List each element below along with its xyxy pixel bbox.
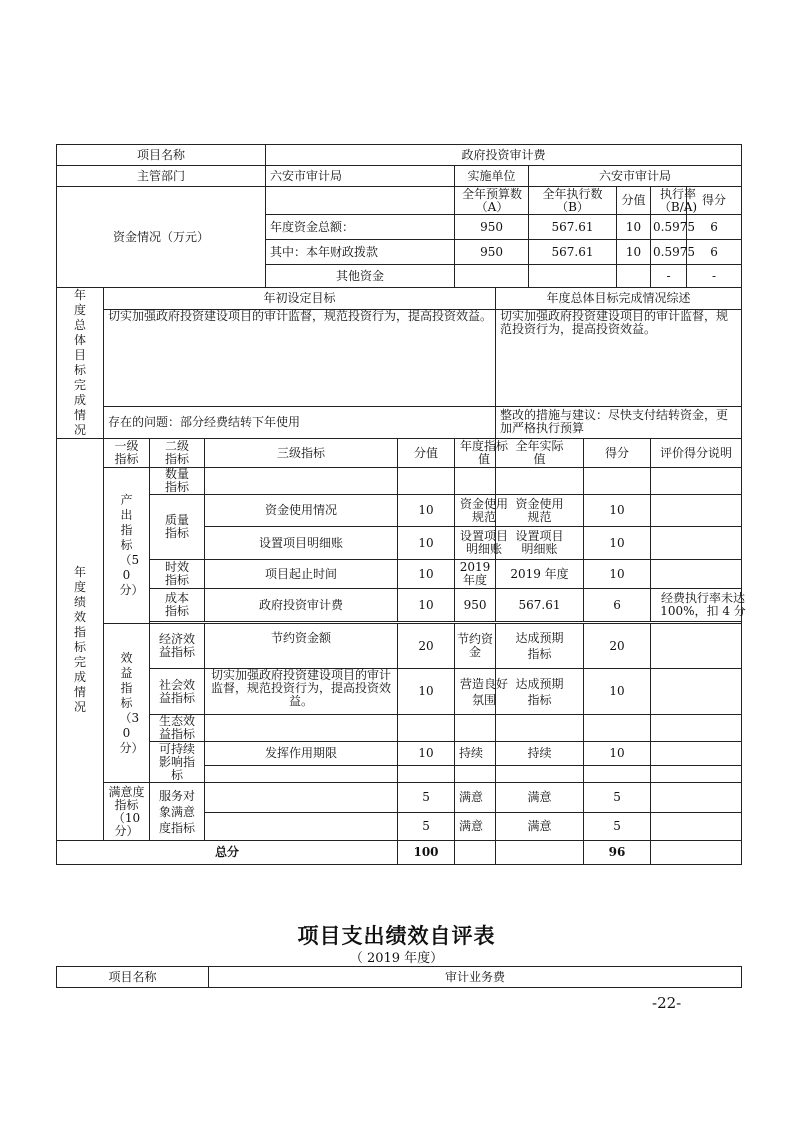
sustainable-label: 可持续影响指标 [150,742,205,783]
note-header: 评价得分说明 [651,439,742,468]
fix-text: 整改的措施与建议：尽快支付结转资金，更加严格执行预算 [496,406,742,438]
target-header: 年度指标值 [455,439,496,468]
score-header: 得分 [687,187,742,215]
satisfaction-label: 满意度指标（10分） [104,783,150,841]
service-label: 服务对象满意度指标 [150,783,205,841]
funds-row: 其他资金 - - [57,265,742,288]
total-label: 总分 [57,841,398,865]
l1-header: 一级指标 [104,439,150,468]
impl-value: 六安市审计局 [529,166,742,187]
next-table [56,966,742,988]
funds-row: 其中：本年财政拨款 950 567.61 10 0.5975 6 [57,240,742,265]
benefit-label: 效益指标（30分） [104,624,150,783]
next-project-name-label: 项目名称 [57,967,209,988]
actual-header: 全年实际值 [496,439,584,468]
output-label: 产出指标（50分） [104,468,150,624]
table-row: 设置项目明细账 10 设置项目明细账 设置项目明细账 10 [57,527,742,560]
funds-row: 年度资金总额： 950 567.61 10 0.5975 6 [57,215,742,240]
goals-label: 年度总体目标完成情况 [57,288,104,439]
performance-table [56,144,746,865]
cost-label: 成本指标 [150,589,205,622]
economic-label: 经济效益指标 [150,624,205,669]
next-project-name-value: 审计业务费 [209,967,742,988]
l3-header: 三级指标 [205,439,398,468]
problem-text: 存在的问题：部分经费结转下年使用 [104,406,496,438]
quantity-label: 数量指标 [150,468,205,495]
indicator-score-value-header: 分值 [398,439,455,468]
score-value-header: 分值 [617,187,651,215]
total-value: 100 [398,841,455,865]
table-row: 满意度指标（10分） 服务对象满意度指标 5 满意 满意 5 [57,783,742,813]
table-row: 时效指标 项目起止时间 10 2019 年度 2019 年度 10 [57,560,742,589]
funds-label: 资金情况（万元） [57,187,266,288]
initial-goal-text: 切实加强政府投资建设项目的审计监督，规范投资行为，提高投资效益。 [104,309,496,406]
table-row: 成本指标 政府投资审计费 10 950 567.61 6 经费执行率未达 100%，扣 4 分 [57,589,742,622]
budget-header: 全年预算数（A） [455,187,529,215]
ecological-label: 生态效益指标 [150,715,205,742]
total-score: 96 [584,841,651,865]
table-row: 可持续影响指标 发挥作用期限 10 持续 持续 10 [57,742,742,766]
summary-header: 年度总体目标完成情况综述 [496,288,742,310]
next-table-title: 项目支出绩效自评表 [297,924,496,948]
table-row: 社会效益指标 切实加强政府投资建设项目的审计监督，规范投资行为，提高投资效益。 10 营造良好氛围 达成预期指标 10 [57,669,742,715]
project-name-label: 项目名称 [57,145,266,166]
page-number: -22- [652,994,682,1012]
quality-label: 质量指标 [150,495,205,560]
indicators-label: 年度绩效指标完成情况 [57,439,104,841]
dept-value: 六安市审计局 [266,166,455,187]
l2-header: 二级指标 [150,439,205,468]
exec-header: 全年执行数（B） [529,187,617,215]
next-table-year: （ 2019 年度） [349,951,444,966]
project-name-value: 政府投资审计费 [266,145,742,166]
summary-text: 切实加强政府投资建设项目的审计监督，规范投资行为，提高投资效益。 [496,309,742,406]
social-label: 社会效益指标 [150,669,205,715]
initial-goal-header: 年初设定目标 [104,288,496,310]
table-row: 质量指标 资金使用情况 10 资金使用规范 资金使用规范 10 [57,495,742,527]
impl-label: 实施单位 [455,166,529,187]
timeliness-label: 时效指标 [150,560,205,589]
table-row: 效益指标（30分） 经济效益指标 节约资金额 20 节约资金 达成预期指标 20 [57,624,742,669]
indicator-score-header: 得分 [584,439,651,468]
table-row: 5 满意 满意 5 [57,813,742,841]
rate-header: 执行率（B/A) [651,187,687,215]
dept-label: 主管部门 [57,166,266,187]
